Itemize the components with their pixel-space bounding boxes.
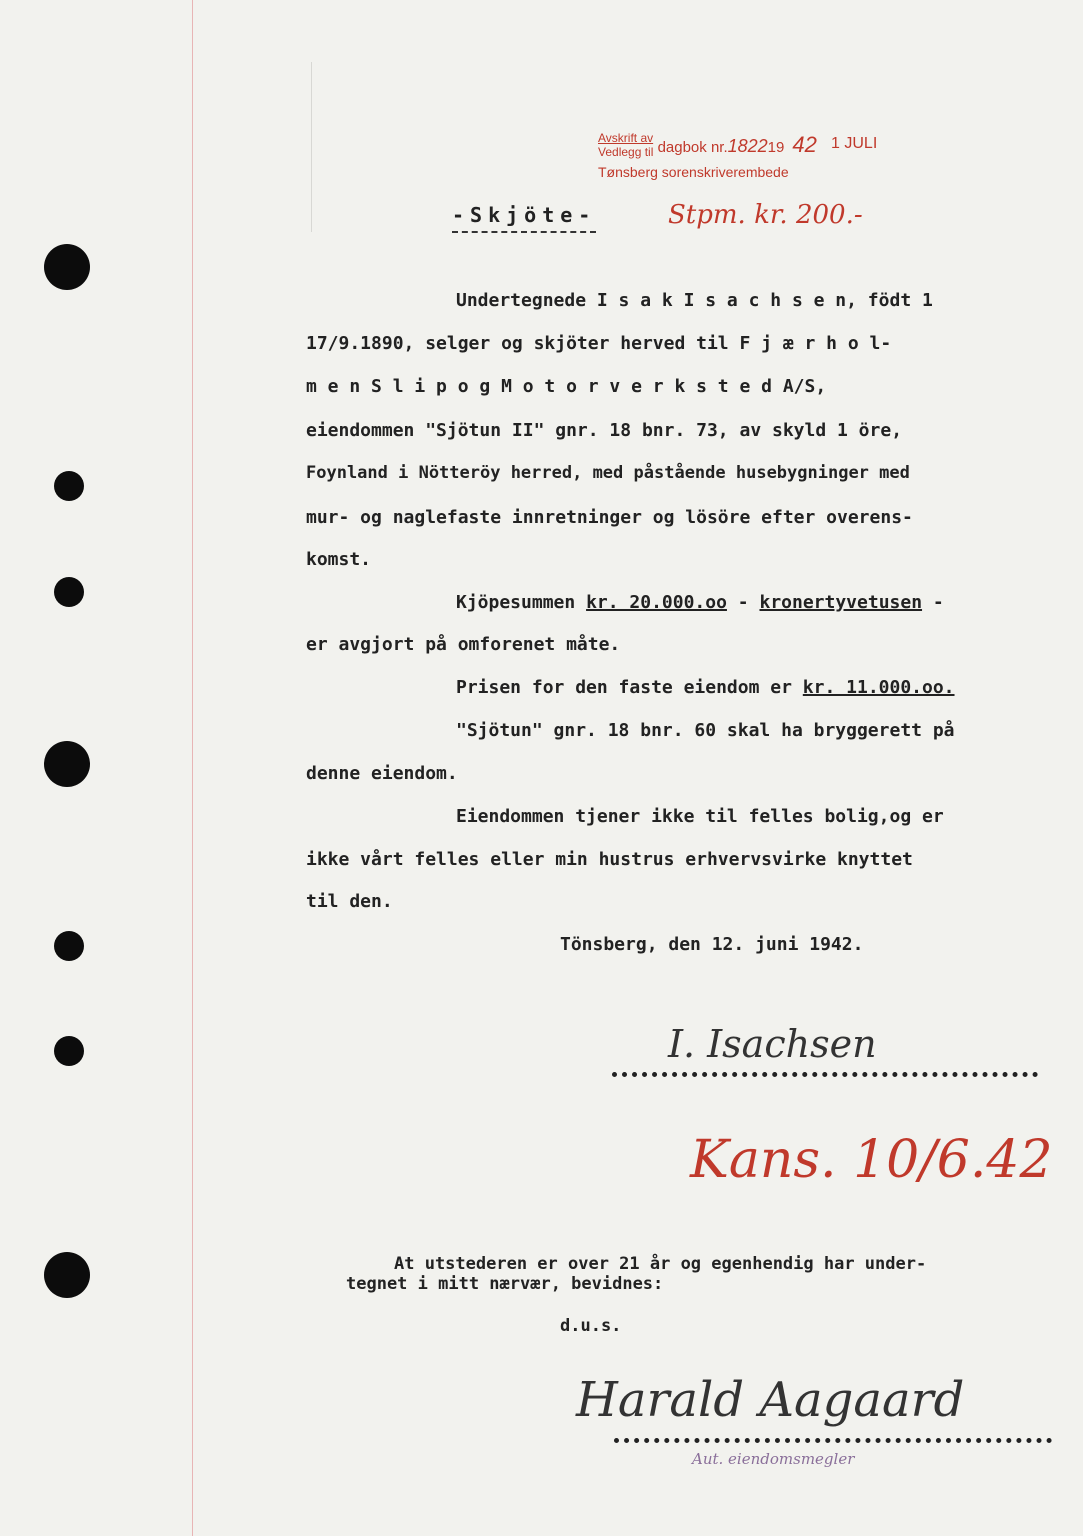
- body-line-12: denne eiendom.: [306, 763, 458, 784]
- binder-hole-6: [54, 1036, 84, 1066]
- body-line-14: ikke vårt felles eller min hustrus erhvervsvirke knyttet: [306, 849, 913, 870]
- property-price-label: Prisen for den faste eiendom er: [456, 677, 792, 698]
- place-date: Tönsberg, den 12. juni 1942.: [560, 934, 864, 955]
- margin-rule: [192, 0, 193, 1536]
- seller-signature-line: [612, 1072, 1038, 1077]
- stamp-dagbok-number: 1822: [727, 136, 768, 156]
- stamp-line2: Vedlegg til: [598, 145, 654, 159]
- body-line-7: komst.: [306, 549, 372, 570]
- stamp-line1: Avskrift av: [598, 131, 654, 145]
- binder-hole-7: [44, 1252, 90, 1298]
- body-line-1: Undertegnede I s a k I s a c h s e n, födt 1: [456, 290, 933, 311]
- body-line-5: Foynland i Nötteröy herred, med påstående husebygninger med: [306, 463, 910, 483]
- property-price-amount: kr. 11.000.oo.: [802, 677, 955, 698]
- binder-hole-4: [44, 741, 90, 787]
- seller-signature: I. Isachsen: [668, 1022, 877, 1066]
- body-line-13: Eiendommen tjener ikke til felles bolig,og er: [456, 806, 944, 827]
- binder-hole-3: [54, 577, 84, 607]
- purchase-amount-words: kronertyvetusen: [759, 592, 923, 613]
- stamp-office: Tønsberg sorenskriverembede: [598, 164, 789, 180]
- stamp-duty-annotation: Stpm. kr. 200.-: [668, 200, 863, 230]
- purchase-label: Kjöpesummen: [456, 592, 576, 613]
- body-line-8: [456, 592, 944, 613]
- body-line-3: m e n S l i p o g M o t o r v e r k s t e d A/S,: [306, 376, 827, 397]
- purchase-dash-1: -: [737, 592, 749, 613]
- purchase-dash-2: -: [932, 592, 944, 613]
- stamp-dagbok-label: dagbok nr.: [657, 139, 728, 156]
- binder-hole-1: [44, 244, 90, 290]
- stamp-date: 1 JULI: [831, 135, 878, 152]
- body-line-2: 17/9.1890, selger og skjöter herved til F j æ r h o l-: [306, 333, 892, 354]
- witness-dus: d.u.s.: [560, 1316, 622, 1336]
- stamp-year: 42: [792, 132, 817, 157]
- stamp-year-prefix: 19: [767, 139, 785, 156]
- witness-signature-line: [614, 1438, 1052, 1443]
- body-line-6: mur- og naglefaste innretninger og lösöre efter overens-: [306, 507, 913, 528]
- body-line-15: til den.: [306, 891, 393, 912]
- registry-stamp: [598, 131, 877, 181]
- body-line-4: eiendommen "Sjötun II" gnr. 18 bnr. 73, av skyld 1 öre,: [306, 420, 903, 441]
- kans-annotation: Kans. 10/6.42: [690, 1130, 1053, 1190]
- document-title: -Skjöte-: [452, 203, 596, 233]
- purchase-amount: kr. 20.000.oo: [586, 592, 727, 613]
- binder-hole-5: [54, 931, 84, 961]
- witness-signature: Harald Aagaard: [576, 1372, 965, 1428]
- body-line-10: [456, 677, 955, 698]
- witness-line-1: At utstederen er over 21 år og egenhendig har under-: [394, 1254, 927, 1274]
- witness-title-stamp: Aut. eiendomsmegler: [692, 1450, 855, 1468]
- faint-rule: [311, 62, 312, 232]
- body-line-11: "Sjötun" gnr. 18 bnr. 60 skal ha bryggerett på: [456, 720, 955, 741]
- witness-line-2: tegnet i mitt nærvær, bevidnes:: [346, 1274, 664, 1294]
- body-line-9: er avgjort på omforenet måte.: [306, 634, 621, 655]
- binder-hole-2: [54, 471, 84, 501]
